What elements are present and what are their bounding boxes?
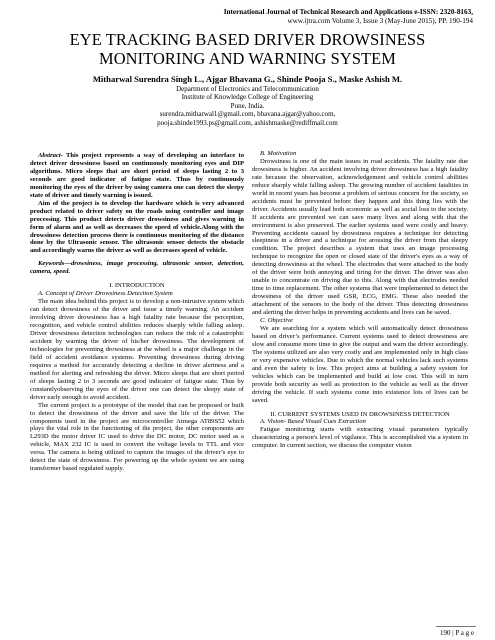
abstract bbox=[30, 152, 244, 200]
author-list: Mitharwal Surendra Singh L., Ajgar Bhavana G., Shinde Pooja S., Maske Ashish M. bbox=[92, 74, 403, 84]
subsection-heading-vision: A. Vision- Based Visual Cues Extraction bbox=[260, 418, 366, 426]
city: Pune, India. bbox=[230, 101, 265, 110]
right-column bbox=[252, 150, 468, 450]
institute: Institute of Knowledge College of Engineering bbox=[181, 93, 314, 102]
page-number: 190 | P a g e bbox=[440, 629, 474, 637]
abstract-aim: Aim of the project is to develop the hardware which is very advanced product related to driver safety on the roads using controller and image processing. This product detects driver drowsiness and gives warning in form of alarm and as well as decreases the speed of vehicle.Along with the drowsiness detection process there is continuous monitoring of the distance done by the Ultrasonic sensor. The ultrasonic sensor detects the obstacle and accordingly warns the driver as well as decreases speed of vehicle. bbox=[30, 199, 244, 255]
intro-paragraph-1: The main idea behind this project is to develop a non-intrusive system which can detect drowsiness of the driver and issue a timely warning. An accident involving driver drowsiness has a high fatality rate because the perception, recognition, and vehicle control abilities reduces sharply while falling asleep. Driver drowsiness detection technologies can reduce the risk of a catastrophic accident by warning the driver of his/her drowsiness. The development of technologies for preventing drowsiness at the wheel is a major challenge in the field of accident avoidance systems. Preventing drowsiness during driving requires a method for accurately detecting a decline in driver alertness and a method for alerting and refreshing the driver. Micro sleeps that are short period of sleeps lasting 2 to 3 seconds are good indicator of fatigue state. Thus by constantlyobserving the eyes of the driver one can detect the sleepy state of driver early enough to avoid accident. bbox=[30, 298, 244, 401]
footer-divider bbox=[436, 626, 476, 627]
subsection-heading-objective: C. Objective bbox=[260, 317, 293, 325]
journal-volume: www.ijtra.com Volume 3, Issue 3 (May-June 2015), PP. 190-194 bbox=[287, 16, 473, 25]
journal-name: International Journal of Technical Research and Applications e-ISSN: 2320-8163, bbox=[223, 8, 473, 16]
abstract-label: Abstract- bbox=[38, 152, 63, 159]
vision-paragraph: Fatigue monitoring starts with extracting visual parameters typically characterizing a person's level of vigilance. This is accomplished via a system in computer. In current section, we discuss the computer vision bbox=[252, 426, 468, 450]
section-heading-introduction: I. INTRODUCTION bbox=[109, 282, 165, 290]
title-line-1: EYE TRACKING BASED DRIVER DROWSINESS bbox=[69, 30, 426, 49]
motivation-paragraph: Drowsiness is one of the main issues in road accidents. The fatality rate due drowsiness is higher. An accident involving driver drowsiness has a high fatality rate because the observation, acknowledgement and vehicle control abilities reduce sharply while falling asleep. The growing number of accident fatalities in world in recent years has become a problem of serious concern for the society, so accidents must be prevented before they happen and this thing lies with the driver. Accidents usually lead both economic as well as social loss to the society. If accidents are prevented we can save many lives and along with that the environment is also preserved. The earlier systems used were costly and heavy. Preventing accidents caused by drowsiness requires a technique for detecting sleepiness in a driver and a technique for arousing the driver from that sleepy condition. The project describes a system that uses an image processing technique to recognize the open or closed state of the driver's eyes as a way of detecting drowsiness at the wheel. The electrodes that were attached to the body of the driver were both annoying and tiring for the driver. The driver was also unable to concentrate on driving due to this. Along with that electrodes needed time to time replacement. The other systems that were implemented to detect the drowsiness of the driver used GSR, ECG, EMG. These also needed the attachment of the sensors to the body of the driver. Thus detecting drowsiness and alerting the driver helps in preventing accidents and lives can be saved. bbox=[252, 157, 468, 317]
email-line-2: pooja.shinde1993.ps@gmail.com, ashishmaske@rediffmail.com bbox=[157, 118, 338, 127]
intro-paragraph-2: The current project is a prototype of the model that can be proposed or built to detect the drowsiness of the driver and save the life of the driver. The components used in the project are microcontroller Atmega AT89S52 which plays the vital role in the functioning of the project, the other components are L293D the motor driver IC used to drive the DC motor, DC motor used as a vehicle, MAX 232 IC is used to convert the voltage levels to TTL and vice versa. The camera is being utilized to capture the images of the driver’s eye to detect the state of drowsiness. For powering up the whole system we are using transformer based regulated supply. bbox=[30, 401, 244, 473]
subsection-heading-concept: A. Concept of Driver Drowsiness Detection System bbox=[38, 290, 173, 298]
journal-header bbox=[113, 8, 473, 25]
left-column bbox=[30, 152, 244, 473]
section-heading-current-systems: II. CURRENT SYSTEMS USED IN DROWSINESS DETECTION bbox=[270, 410, 450, 418]
keywords: Keywords—drowsiness, image processing, ultrasonic sensor, detection, camera, speed. bbox=[30, 260, 244, 276]
subsection-heading-motivation: B. Motivation bbox=[260, 150, 297, 157]
affiliation-block bbox=[0, 85, 495, 127]
department: Department of Electronics and Telecommunication bbox=[176, 85, 319, 93]
email-line-1: surendra.mitharwal1@gmail.com, bhavana.ajgar@yahoo.com, bbox=[159, 110, 336, 119]
objective-paragraph: We are searching for a system which will automatically detect drowsiness based on driver’s performance. Current systems used to detect drowsiness are slow and consume more time to give the output and warn the driver accordingly. The systems utilized are also very costly and are implemented only in high class or very expensive vehicles. Due to which the normal vehicles lack such systems and even the safety is low. This project aims at building a safety system for vehicles which can be implemented and build at low cost. This will in turn provide both security as well as protection to the vehicle as well as the driver driving the vehicle. If such systems come into existence lots of lives can be saved. bbox=[252, 324, 468, 404]
abstract-text: This project represents a way of developing an interface to detect driver drowsiness based on continuously monitoring eyes and DIP algorithms. Micro sleeps that are short period of sleeps lasting 2 to 3 seconds are good indicator of fatigue state. Thus by continuously monitoring the eyes of the driver by using camera one can detect the sleepy state of driver and timely warning is issued. bbox=[30, 152, 244, 199]
paper-title bbox=[0, 30, 495, 68]
title-line-2: MONITORING AND WARNING SYSTEM bbox=[99, 49, 396, 68]
